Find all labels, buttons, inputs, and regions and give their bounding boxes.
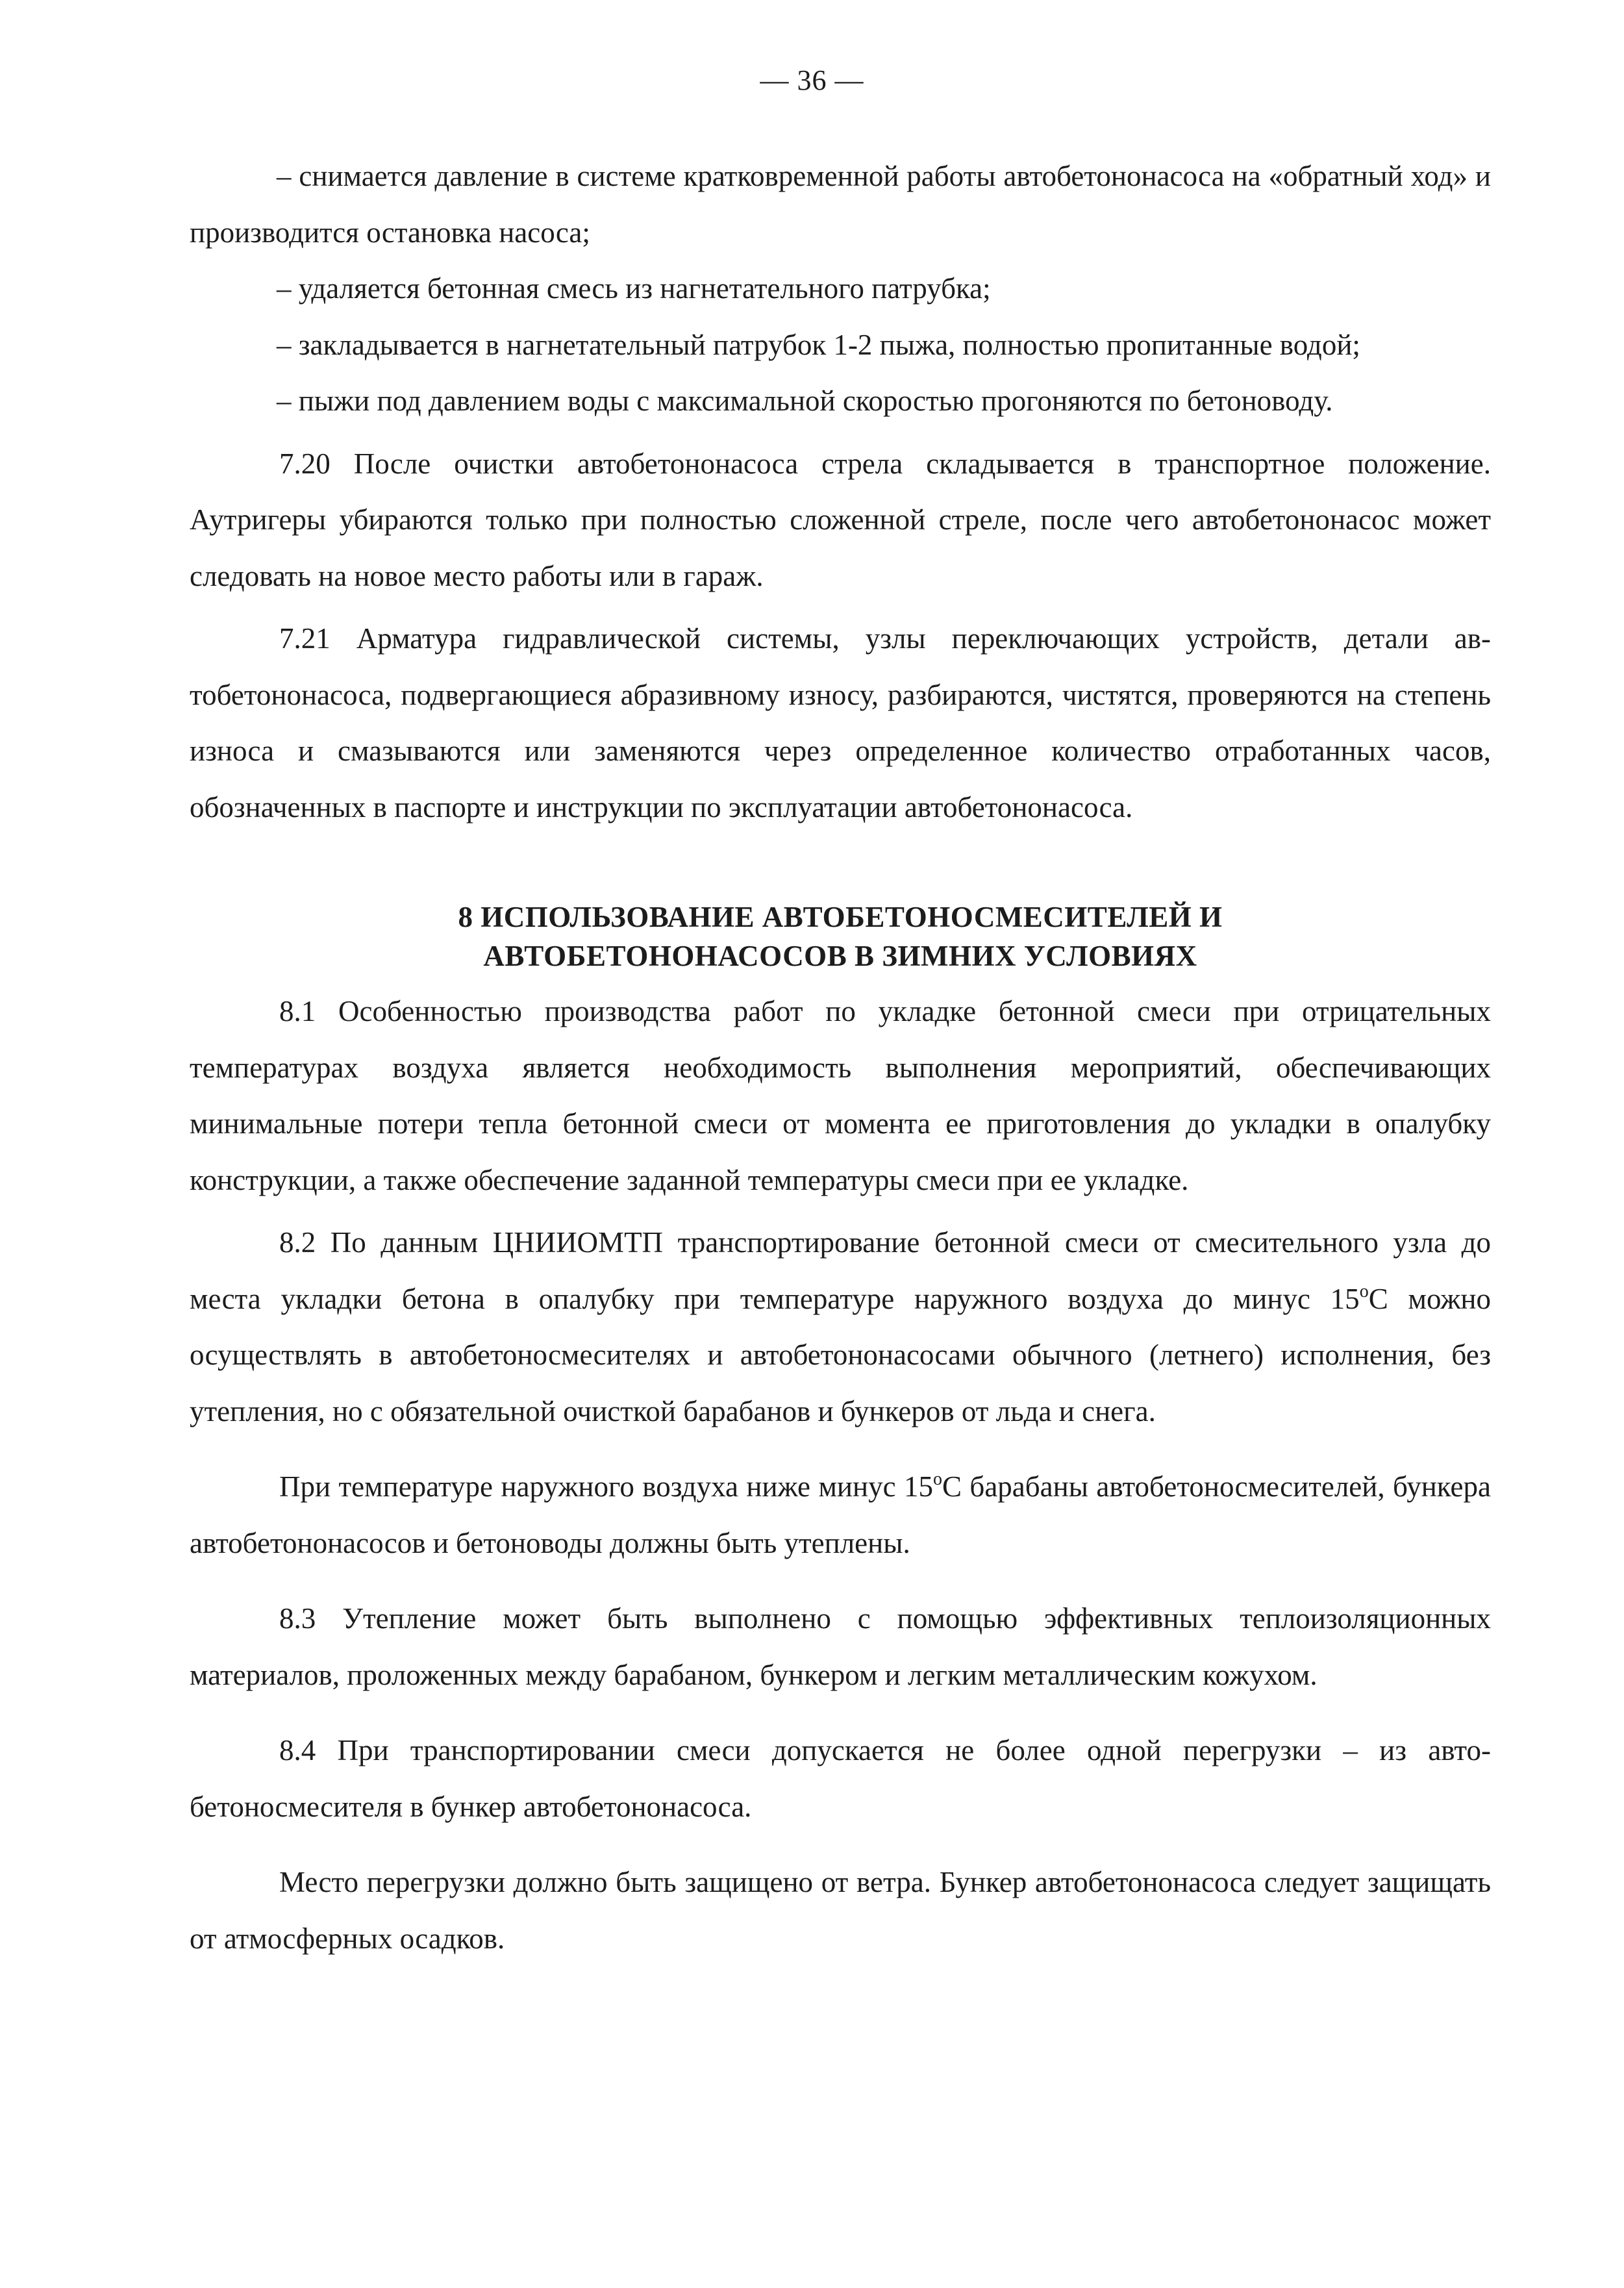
paragraph-8-2-continued (190, 1459, 1491, 1571)
paragraph-8-2 (190, 1214, 1491, 1439)
section-heading-line-2: АВТОБЕТОНОНАСОСОВ В ЗИМНИХ УСЛОВИЯХ (483, 940, 1197, 972)
paragraph-8-2-text-end: С можно осуществлять в автобетоносмесителях и автобетононасосами обычного (летнего) исполнения, без утепления, но с обязательной очисткой барабанов и бункеров от льда и снега. (190, 1282, 1492, 1427)
paragraph-8-3: 8.3 Утепление может быть выполнено с помощью эффективных теплоизоляционных материалов, проложенных между барабаном, бункером и легким металлическим кожухом. (190, 1602, 1491, 1691)
paragraph-7-21: 7.21 Арматура гидравлической системы, узлы переключающих устройств, детали автобетононасоса, подвергающиеся абразивному износу, разбираются, чистятся, проверяются на степень износа и смазываются или заменяются через определенное количество отработанных часов, обозначенных в паспорте и инструкции по эксплуатации автобетононасоса. (190, 622, 1491, 823)
list-item-pressure-release: – снимается давление в системе кратковременной работы автобетононасоса на «обратный ход» и производится остановка насоса; (190, 160, 1491, 249)
section-heading-line-1: 8 ИСПОЛЬЗОВАНИЕ АВТОБЕТОНОСМЕСИТЕЛЕЙ И (458, 901, 1223, 933)
paragraph-8-1: 8.1 Особенностью производства работ по укладке бетонной смеси при отрицательных температурах воздуха является необходимость выполнения мероприятий, обеспечивающих минимальные потери тепла бетонной смеси от момента ее приготовления до укладки в опалубку конструкции, а также обеспечение заданной температуры смеси при ее укладке. (190, 995, 1491, 1196)
paragraph-8-4-continued: Место перегрузки должно быть защищено от ветра. Бункер автобетононасоса следует защищать от атмосферных осадков. (190, 1866, 1491, 1955)
page-number: — 36 — (760, 64, 864, 96)
section-heading (190, 898, 1491, 975)
list-item-push-plugs: – пыжи под давлением воды с максимальной скоростью прогоняются по бетоноводу. (277, 384, 1333, 417)
paragraph-8-2-continued-text-start: При температуре наружного воздуха ниже минус 15 (279, 1470, 933, 1503)
list-item-insert-plugs: – закладывается в нагнетательный патрубок 1-2 пыжа, полностью пропитанные водой; (277, 328, 1360, 361)
degree-mark: o (1359, 1281, 1369, 1301)
paragraph-7-20: 7.20 После очистки автобетононасоса стрела складывается в транспортное положение. Аутригеры убираются только при полностью сложенной стреле, после чего автобетононасос может следовать на новое место работы или в гараж. (190, 447, 1491, 592)
list-item-remove-mix: – удаляется бетонная смесь из нагнетательного патрубка; (277, 272, 991, 305)
paragraph-8-2-text-start: 8.2 По данным ЦНИИОМТП транспортирование бетонной смеси от смесительного узла до места укладки бетона в опалубку при температуре наружного воздуха до минус 15 (190, 1226, 1491, 1315)
paragraph-8-2-continued-text-end: С барабаны автобетоносмесителей, бункера автобетононасосов и бетоноводы должны быть утеплены. (190, 1470, 1491, 1559)
paragraph-8-4: 8.4 При транспортировании смеси допускается не более одной перегрузки – из автобетоносмесителя в бункер автобетононасоса. (190, 1734, 1491, 1823)
page-body (190, 148, 1491, 1967)
degree-mark: o (932, 1469, 942, 1489)
